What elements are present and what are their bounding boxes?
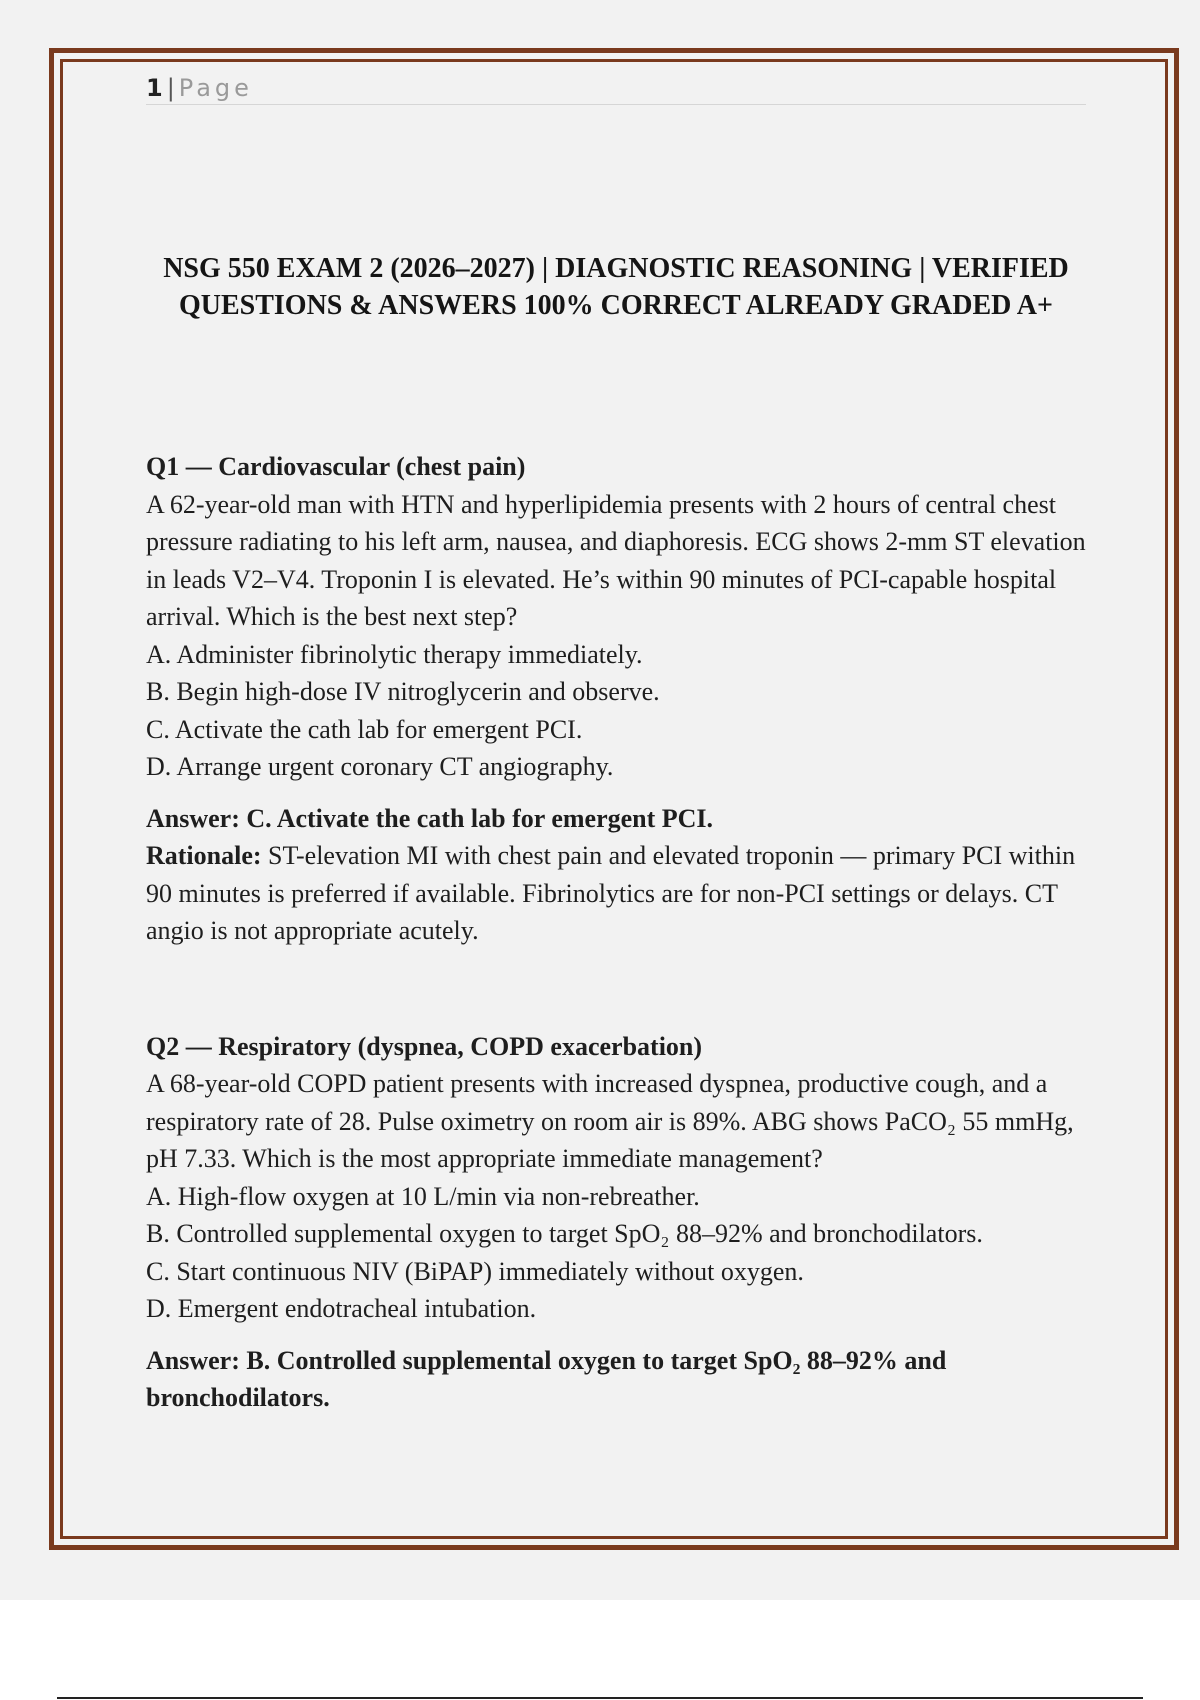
answer-option-d: D. Emergent endotracheal intubation. bbox=[146, 1294, 537, 1323]
answer-option-d: D. Arrange urgent coronary CT angiography. bbox=[146, 752, 614, 781]
document-title-line-2: QUESTIONS & ANSWERS 100% CORRECT ALREADY GRADED A+ bbox=[178, 290, 1053, 321]
question-heading: Q1 — Cardiovascular (chest pain) bbox=[146, 452, 526, 481]
next-page-top-rule bbox=[57, 1697, 1143, 1699]
answer-option-b: B. Controlled supplemental oxygen to target SpO₂ 88–92% and bronchodilators. bbox=[146, 1219, 983, 1248]
question-stem: A 62-year-old man with HTN and hyperlipidemia presents with 2 hours of central chest pressure radiating to his left arm, nausea, and diaphoresis. ECG shows 2-mm ST elevation in leads V2–V4. Troponin I is elevated. He’s within 90 minutes of PCI-capable hospital arrival. Which is the best next step? bbox=[146, 489, 1086, 631]
question-stem: A 68-year-old COPD patient presents with increased dyspnea, productive cough, and a respiratory rate of 28. Pulse oximetry on room air is 89%. ABG shows PaCO₂ 55 mmHg, pH 7.33. Which is the most appropriate immediate management? bbox=[146, 1069, 1074, 1173]
page-number: 1 bbox=[146, 74, 163, 102]
document-title bbox=[146, 250, 1086, 324]
page-label: Page bbox=[178, 74, 253, 102]
page-header bbox=[146, 72, 1086, 105]
answer-option-b: B. Begin high-dose IV nitroglycerin and observe. bbox=[146, 677, 660, 706]
rationale-text: ST-elevation MI with chest pain and elevated troponin — primary PCI within 90 minutes is preferred if available. Fibrinolytics are for non-PCI settings or delays. CT angio is not appropriate acutely. bbox=[146, 841, 1076, 945]
question-2 bbox=[146, 1028, 1096, 1417]
answer-option-c: C. Activate the cath lab for emergent PCI. bbox=[146, 714, 583, 744]
answer-option-a: A. High-flow oxygen at 10 L/min via non-rebreather. bbox=[146, 1181, 700, 1211]
correct-answer: Answer: C. Activate the cath lab for emergent PCI. bbox=[146, 803, 714, 833]
answer-block bbox=[146, 800, 1096, 950]
answer-option-a: A. Administer fibrinolytic therapy immediately. bbox=[146, 639, 643, 669]
rationale-label: Rationale: bbox=[146, 841, 262, 870]
answer-option-c: C. Start continuous NIV (BiPAP) immediately without oxygen. bbox=[146, 1256, 804, 1286]
question-1 bbox=[146, 448, 1096, 950]
rationale bbox=[146, 837, 1096, 950]
correct-answer: Answer: B. Controlled supplemental oxygen to target SpO₂ 88–92% and bronchodilators. bbox=[146, 1345, 947, 1412]
question-heading: Q2 — Respiratory (dyspnea, COPD exacerbation) bbox=[146, 1031, 703, 1061]
questions-content bbox=[146, 448, 1096, 1417]
answer-block bbox=[146, 1342, 1096, 1417]
document-title-line-1: NSG 550 EXAM 2 (2026–2027) | DIAGNOSTIC REASONING | VERIFIED bbox=[163, 253, 1069, 284]
page-separator: | bbox=[166, 74, 175, 102]
